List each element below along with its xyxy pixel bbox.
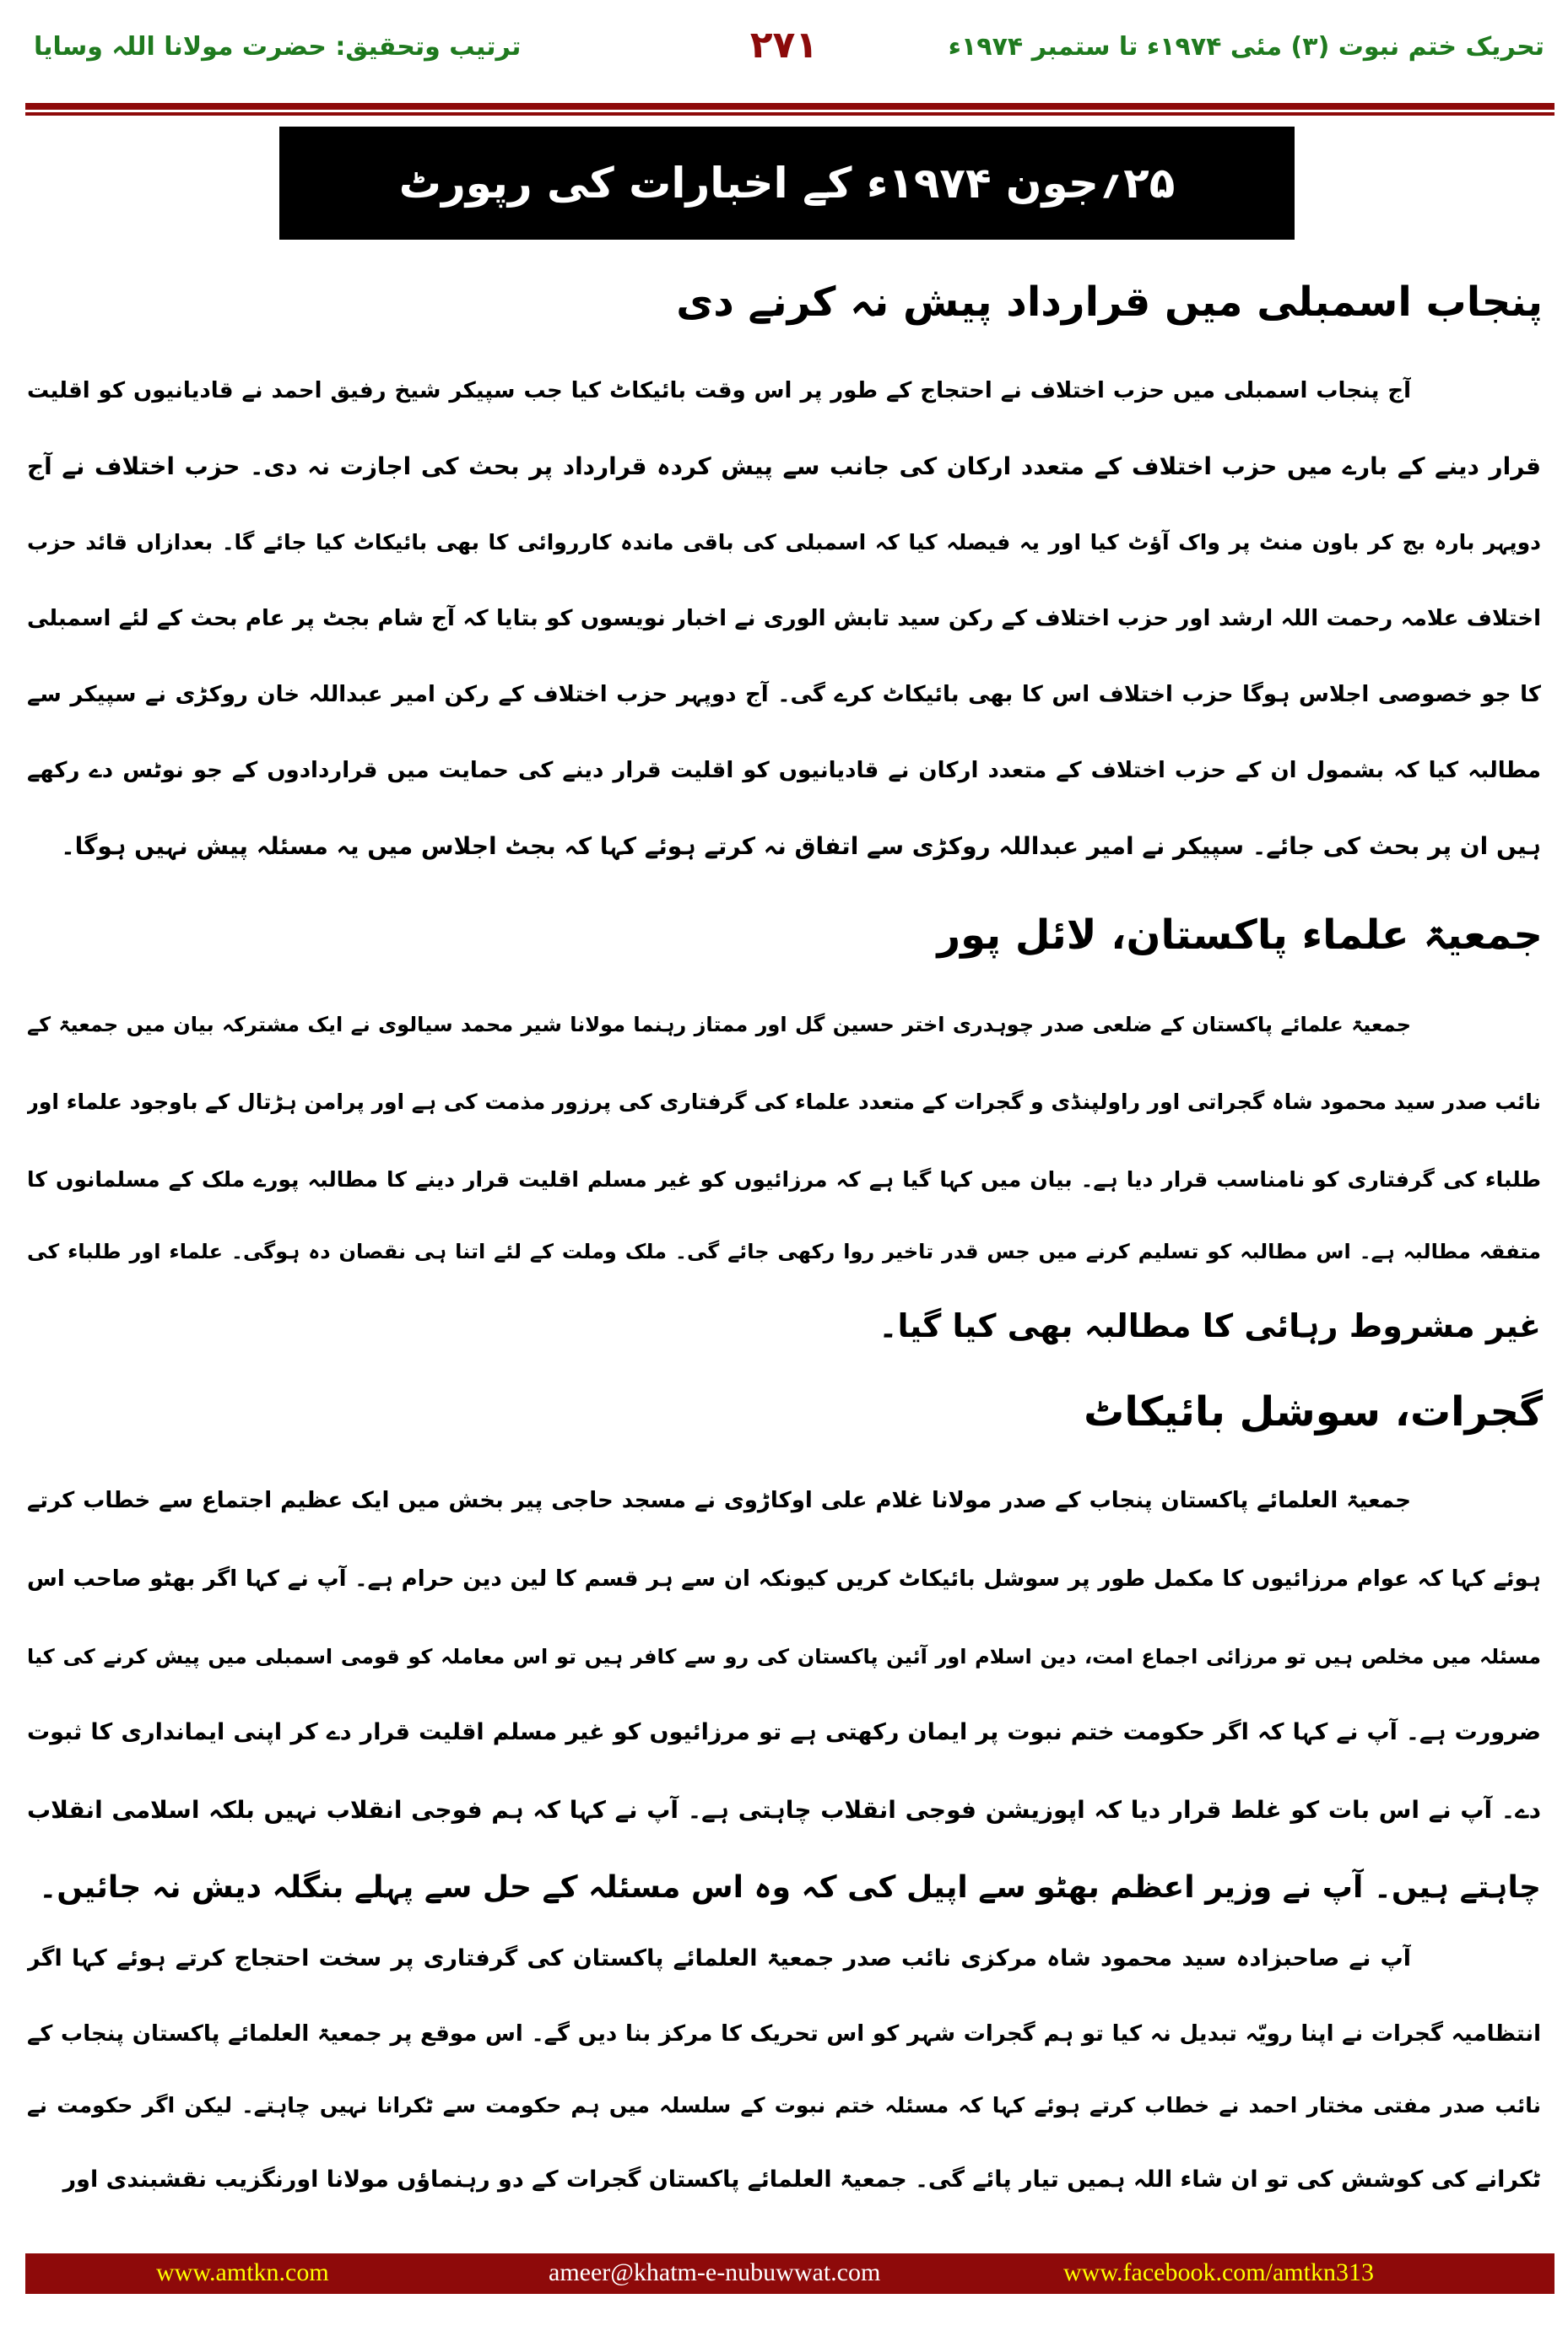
paragraph-line: ضرورت ہے۔ آپ نے کہا کہ اگر حکومت ختم نبوت پر ایمان رکھتی ہے تو مرزائیوں کو غیر مسلم اقلیت قرار دے کر اپنی ایمانداری کا ثبوت [27,1719,1541,1745]
section-heading: جمعیۃ علماء پاکستان، لائل پور [937,911,1543,959]
title-banner [279,127,1295,240]
section-heading: پنجاب اسمبلی میں قرارداد پیش نہ کرنے دی [676,279,1543,326]
paragraph-line: قرار دینے کے بارے میں حزب اختلاف کے متعدد ارکان کی جانب سے پیش کردہ قرارداد پر بحث کی اجازت نہ دی۔ حزب اختلاف نے آج [27,452,1541,480]
paragraph-line: دوپہر بارہ بج کر باون منٹ پر واک آؤٹ کیا اور یہ فیصلہ کیا کہ اسمبلی کی باقی ماندہ کارروائی کا بھی بائیکاٹ کیا جائے گا۔ بعدازاں قائد حزب [27,530,1541,554]
paragraph-line: ہوئے کہا کہ عوام مرزائیوں کا مکمل طور پر سوشل بائیکاٹ کریں کیونکہ ان سے ہر قسم کا لین دین حرام ہے۔ آپ نے کہا اگر بھٹو صاحب اس [27,1566,1541,1592]
paragraph-line: طلباء کی گرفتاری کو نامناسب قرار دیا ہے۔ بیان میں کہا گیا ہے کہ مرزائیوں کو غیر مسلم اقلیت قرار دینے کا مطالبہ پورے ملک کے مسلمانوں کا [27,1167,1541,1192]
compiler-credit: ترتیب وتحقیق: حضرت مولانا اللہ وسایا [34,32,522,62]
website-link[interactable]: www.amtkn.com [156,2258,329,2286]
section-heading: گجرات، سوشل بائیکاٹ [1084,1388,1543,1436]
paragraph-line: نائب صدر مفتی مختار احمد نے خطاب کرتے ہوئے کہا کہ مسئلہ ختم نبوت کے سلسلہ میں ہم حکومت سے ٹکرانا نہیں چاہتے۔ لیکن اگر حکومت نے [27,2093,1541,2118]
paragraph-line: ہیں ان پر بحث کی جائے۔ سپیکر نے امیر عبداللہ روکڑی سے اتفاق نہ کرتے ہوئے کہا کہ بجٹ اجلاس میں یہ مسئلہ پیش نہیں ہوگا۔ [61,832,1541,860]
paragraph-line: متفقہ مطالبہ ہے۔ اس مطالبہ کو تسلیم کرنے میں جس قدر تاخیر روا رکھی جائے گی۔ ملک وملت کے لئے اتنا ہی نقصان دہ ہوگی۔ علماء اور طلباء کی [27,1240,1541,1263]
paragraph-line: نائب صدر سید محمود شاہ گجراتی اور راولپنڈی و گجرات کے متعدد علماء کی گرفتاری کی پرزور مذمت کی ہے اور پرامن ہڑتال کے باوجود علماء اور [27,1090,1541,1114]
paragraph-line: دے۔ آپ نے اس بات کو غلط قرار دیا کہ اپوزیشن فوجی انقلاب چاہتی ہے۔ آپ نے کہا کہ ہم فوجی انقلاب نہیں بلکہ اسلامی انقلاب [27,1796,1541,1824]
paragraph-line: جمعیۃ علمائے پاکستان کے ضلعی صدر چوہدری اختر حسین گل اور ممتاز رہنما مولانا شیر محمد سیالوی نے ایک مشترکہ بیان میں جمعیۃ کے [27,1013,1411,1036]
paragraph-line: اختلاف علامہ رحمت اللہ ارشد اور حزب اختلاف کے رکن سید تابش الوری نے اخبار نویسوں کو بتایا کہ آج شام بجٹ پر عام بحث کے لئے اسمبلی [27,606,1541,631]
paragraph-line: مسئلہ میں مخلص ہیں تو مرزائی اجماع امت، دین اسلام اور آئین پاکستان کی رو سے کافر ہیں تو اس معاملہ کو قومی اسمبلی میں پیش کرنے کی کیا [27,1645,1541,1669]
paragraph-line: چاہتے ہیں۔ آپ نے وزیر اعظم بھٹو سے اپیل کی کہ وہ اس مسئلہ کے حل سے پہلے بنگلہ دیش نہ جائیں۔ [39,1870,1541,1905]
paragraph-line: جمعیۃ العلمائے پاکستان پنجاب کے صدر مولانا غلام علی اوکاڑوی نے مسجد حاجی پیر بخش میں ایک عظیم اجتماع سے خطاب کرتے [27,1488,1411,1513]
page-title: ۲۵؍جون ۱۹۷۴ء کے اخبارات کی رپورٹ [398,159,1176,208]
paragraph-line: ٹکرانے کی کوشش کی تو ان شاء اللہ ہمیں تیار پائے گی۔ جمعیۃ العلمائے پاکستان گجرات کے دو رہنماؤں مولانا اورنگزیب نقشبندی اور [62,2166,1541,2193]
paragraph-line: آپ نے صاحبزادہ سید محمود شاہ مرکزی نائب صدر جمعیۃ العلمائے پاکستان کی گرفتاری پر سخت احتجاج کرتے ہوئے کہا اگر [27,1945,1411,1971]
paragraph-line: انتظامیہ گجرات نے اپنا رویّہ تبدیل نہ کیا تو ہم گجرات شہر کو اس تحریک کا مرکز بنا دیں گے۔ اس موقع پر جمعیۃ العلمائے پاکستان پنجاب کے [27,2021,1541,2047]
book-title: تحریک ختم نبوت (۳) مئی ۱۹۷۴ء تا ستمبر ۱۹۷۴ء [948,32,1544,62]
paragraph-line: غیر مشروط رہائی کا مطالبہ بھی کیا گیا۔ [879,1307,1541,1344]
facebook-link[interactable]: www.facebook.com/amtkn313 [1063,2258,1374,2286]
header-divider-thick [25,103,1554,110]
paragraph-line: مطالبہ کیا کہ بشمول ان کے حزب اختلاف کے متعدد ارکان نے قادیانیوں کو اقلیت قرار دینے کی حمایت میں قراردادوں کے جو نوٹس دے رکھے [27,758,1541,783]
paragraph-line: آج پنجاب اسمبلی میں حزب اختلاف نے احتجاج کے طور پر اس وقت بائیکاٹ کیا جب سپیکر شیخ رفیق احمد نے قادیانیوں کو اقلیت [27,378,1411,403]
email-link[interactable]: ameer@khatm-e-nubuwwat.com [549,2258,881,2286]
header-divider-thin [25,112,1554,116]
footer-bar [25,2253,1554,2294]
page-number: ۲۷۱ [749,24,819,67]
paragraph-line: کا جو خصوصی اجلاس ہوگا حزب اختلاف اس کا بھی بائیکاٹ کرے گی۔ آج دوپہر حزب اختلاف کے رکن امیر عبداللہ خان روکڑی نے سپیکر سے [27,682,1541,707]
